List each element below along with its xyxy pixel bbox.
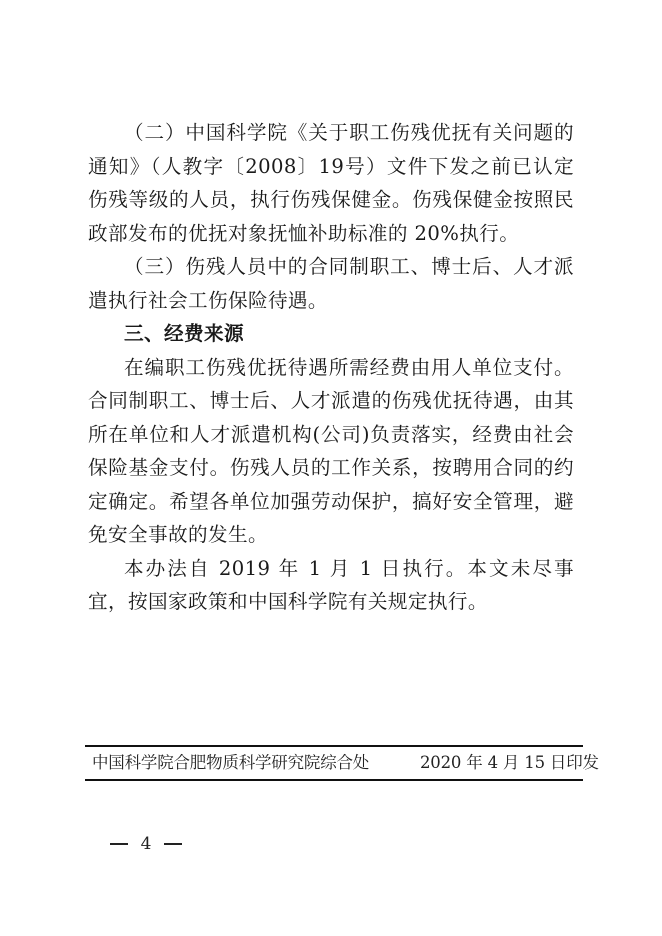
footer-issue-date: 2020 年 4 月 15 日印发 [420, 753, 599, 772]
paragraph-item-3: （三）伤残人员中的合同制职工、博士后、人才派遣执行社会工伤保险待遇。 [88, 255, 574, 312]
paragraph-item-2: （二）中国科学院《关于职工伤残优抚有关问题的通知》（人教字〔2008〕19号）文件下发之前已认定伤残等级的人员，执行伤残保健金。伤残保健金按照民政部发布的优抚对象抚恤补助标准的 20%执行。 [88, 121, 574, 245]
footer-bottom-rule [85, 779, 583, 781]
page-number [110, 832, 182, 856]
paragraph-effective-date: 本办法自 2019 年 1 月 1 日执行。本文未尽事宜，按国家政策和中国科学院有关规定执行。 [88, 556, 574, 613]
dash-right-icon [164, 843, 182, 845]
footer-top-rule [85, 745, 583, 747]
paragraph-funding: 在编职工伤残优抚待遇所需经费由用人单位支付。合同制职工、博士后、人才派遣的伤残优抚待遇，由其所在单位和人才派遣机构(公司)负责落实，经费由社会保险基金支付。伤残人员的工作关系，按聘用合同的约定确定。希望各单位加强劳动保护，搞好安全管理，避免安全事故的发生。 [88, 355, 574, 546]
dash-left-icon [110, 843, 128, 845]
page-number-value: 4 [140, 834, 152, 854]
footer-issuer: 中国科学院合肥物质科学研究院综合处 [92, 753, 370, 772]
section-heading-funding-source: 三、经费来源 [124, 322, 244, 345]
document-body [88, 116, 574, 619]
